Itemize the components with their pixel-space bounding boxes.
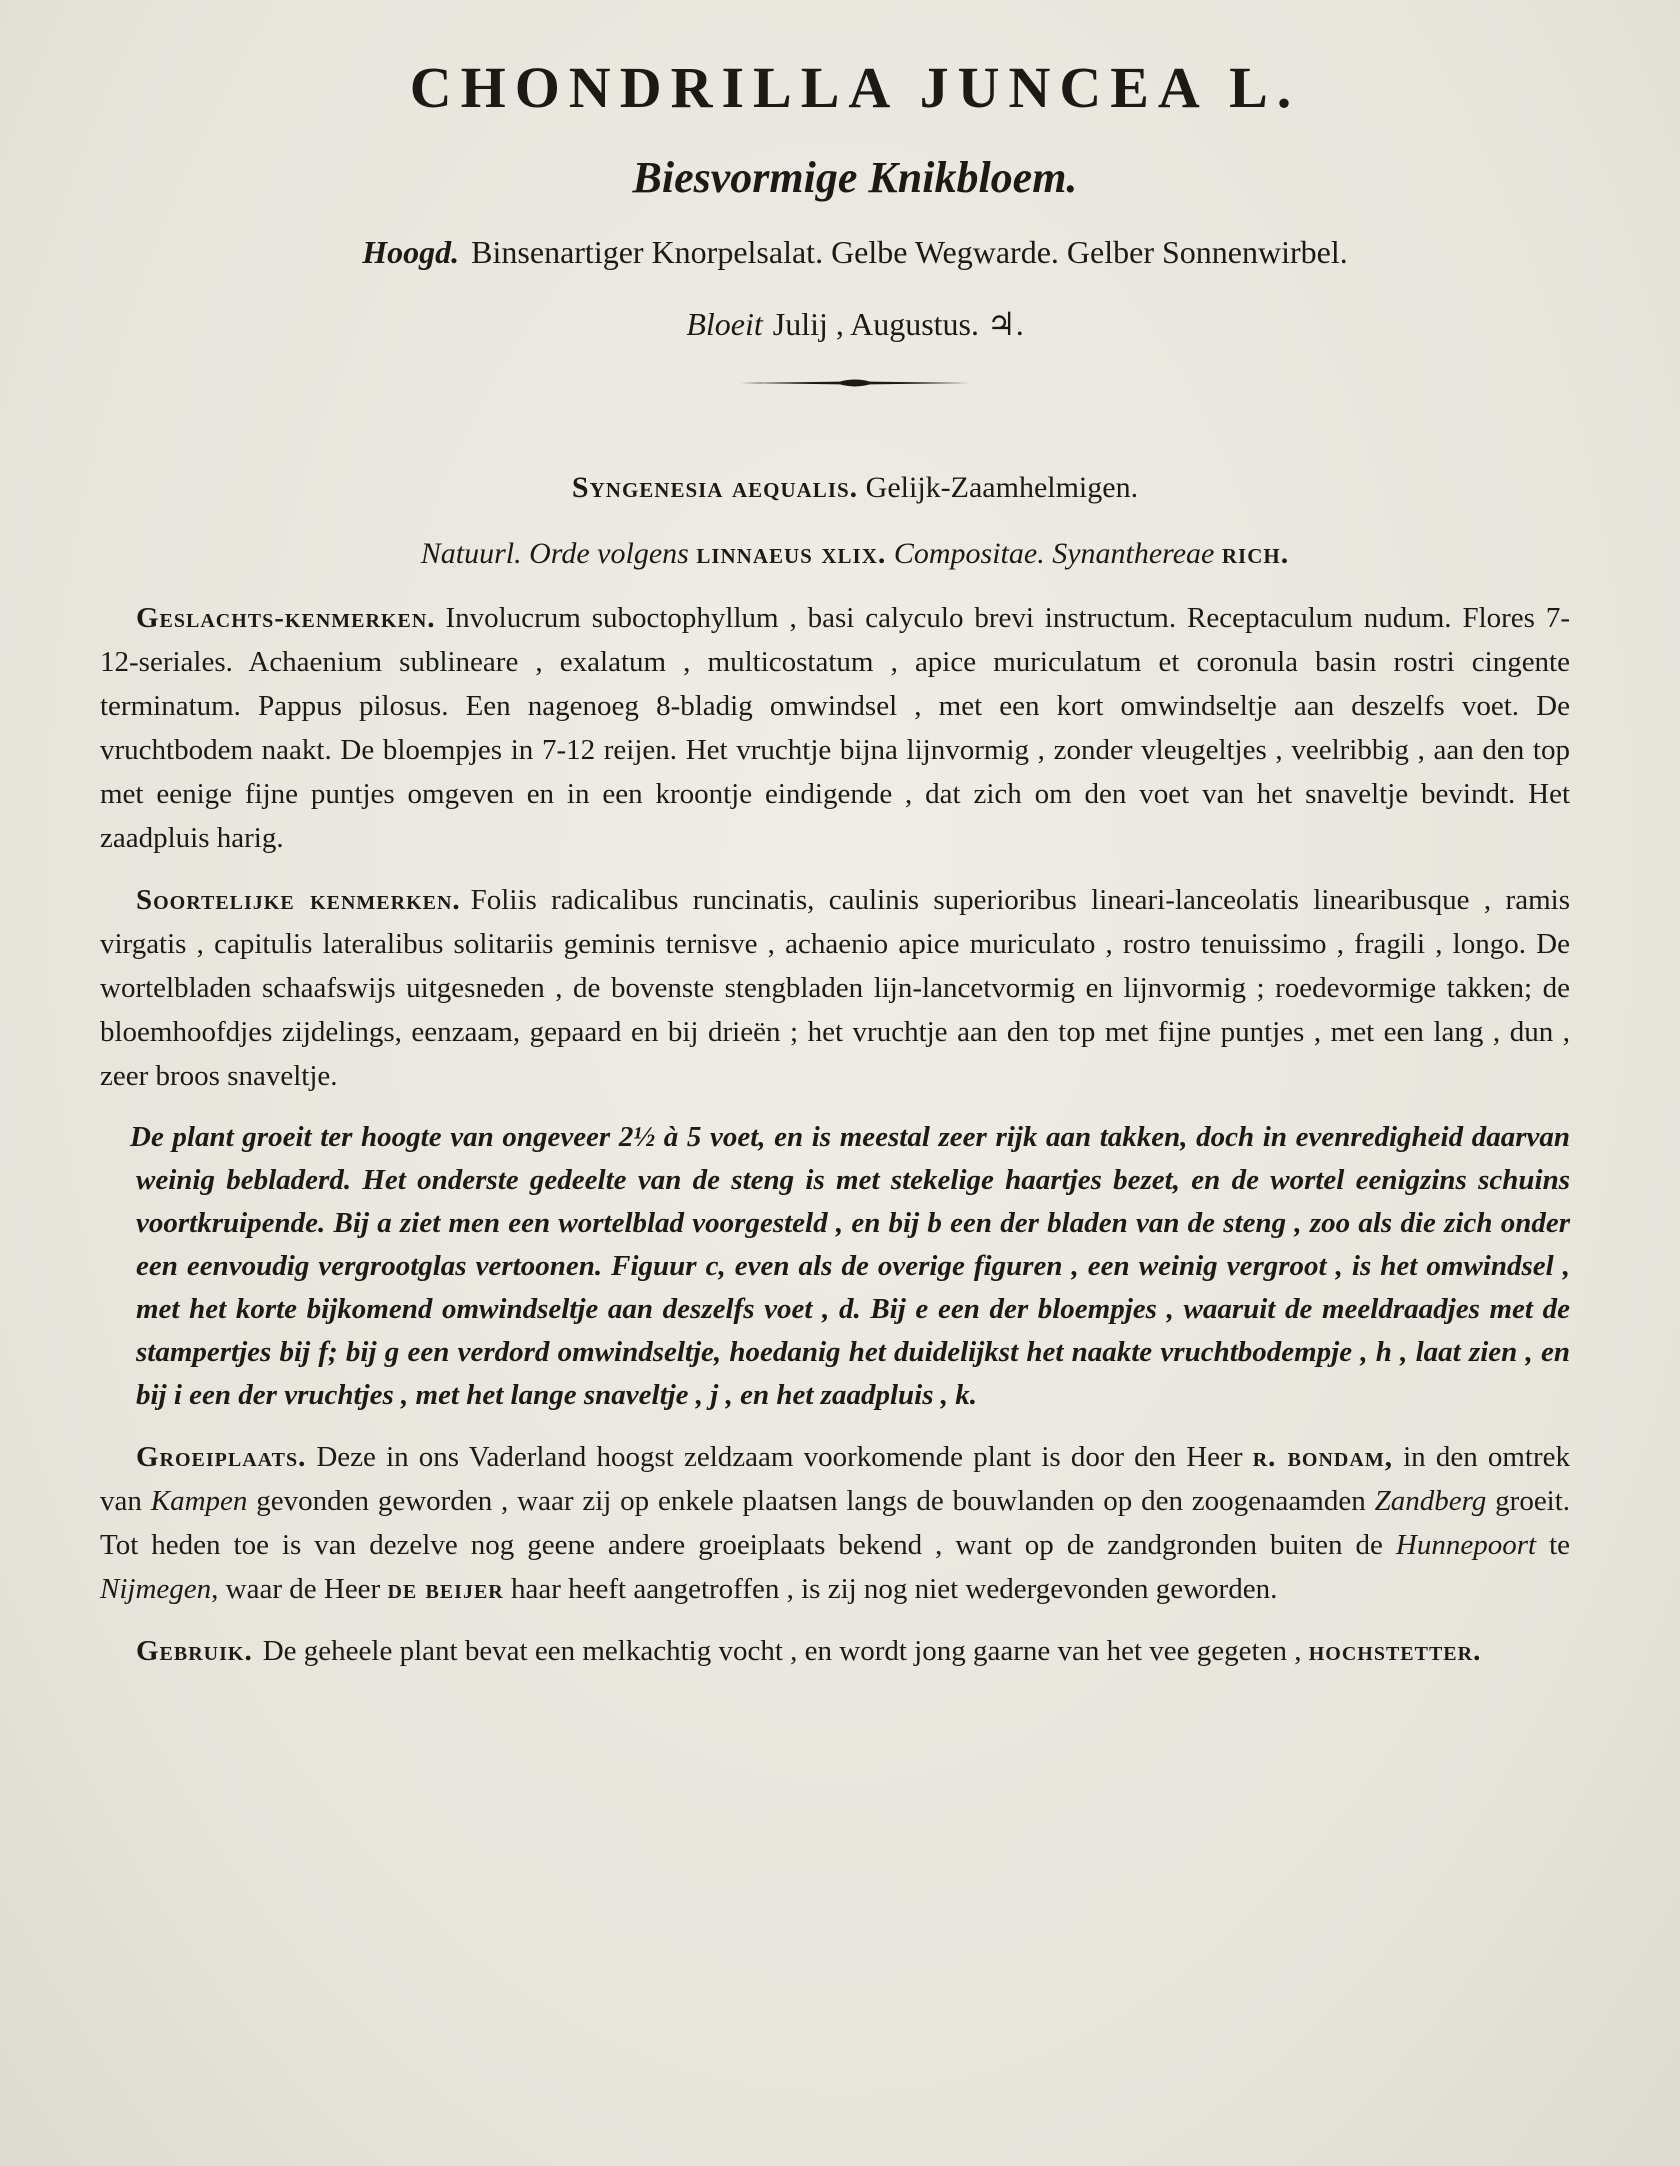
genus-characteristics — [100, 596, 1570, 860]
usage-heading: Gebruik. — [136, 1635, 253, 1667]
place-nijmegen: Nijmegen — [100, 1573, 212, 1605]
place-zandberg: Zandberg — [1374, 1485, 1487, 1517]
bloom-text: Julij , Augustus. ♃. — [772, 306, 1024, 342]
place-hunnepoort: Hunnepoort — [1395, 1529, 1537, 1561]
species-heading: Soortelijke kenmerken. — [136, 884, 461, 916]
order-rich: rich. — [1221, 537, 1290, 570]
collector-bondam: r. bondam, — [1252, 1441, 1393, 1473]
usage-text: De geheele plant bevat een melkachtig vocht , en wordt jong gaarne van het vee gegeten , — [262, 1635, 1302, 1667]
habitat-text-3: gevonden geworden , waar zij op enkele plaatsen langs de bouwlanden op den zoogenaamden — [256, 1485, 1366, 1517]
place-kampen: Kampen — [150, 1485, 248, 1517]
habitat-text-4: groeit. Tot heden toe is van dezelve nog geene andere groeiplaats bekend , want op de zandgronden buiten de — [100, 1485, 1571, 1561]
linnaean-class — [100, 466, 1570, 510]
order-part1: Natuurl. Orde volgens — [420, 537, 689, 570]
habitat-heading: Groeiplaats. — [136, 1441, 307, 1473]
order-part2: Compositae. Synanthereae — [893, 537, 1215, 570]
german-names-text: Binsenartiger Knorpelsalat. Gelbe Wegwarde. Gelber Sonnenwirbel. — [471, 234, 1348, 270]
order-linnaeus: linnaeus xlix. — [696, 537, 887, 570]
usage — [100, 1629, 1570, 1673]
plant-description: De plant groeit ter hoogte van ongeveer 2½ à 5 voet, en is meestal zeer rijk aan takken, doch in evenredigheid daarvan weinig bebladerd. Het onderste gedeelte van de steng is met stekelige haartjes bezet, en de wortel eenigzins schuins voortkruipende. Bij a ziet men een wortelblad voorgesteld , en bij b een der bladen van de steng , zoo als die zich onder een eenvoudig vergrootglas vertoonen. Figuur c, even als de overige figuren , een weinig vergroot , is het omwindsel , met het korte bijkomend omwindseltje aan deszelfs voet , d. Bij e een der bloempjes , waaruit de meeldraadjes met de stampertjes bij f; bij g een verdord omwindseltje, hoedanig het duidelijkst het naakte vruchtbodempje , h , laat zien , en bij i een der vruchtjes , met het lange snaveltje , j , en het zaadpluis , k. — [130, 1121, 1570, 1411]
class-dutch: Gelijk-Zaamhelmigen. — [865, 471, 1139, 504]
genus-heading: Geslachts-kenmerken. — [136, 602, 436, 634]
divider-line-icon — [740, 376, 970, 390]
species-characteristics — [100, 878, 1570, 1098]
habitat-text-2: in den omtrek van — [100, 1441, 1571, 1517]
bloom-period — [100, 302, 1570, 346]
source-hochstetter: hochstetter. — [1308, 1635, 1482, 1667]
genus-text: Involucrum suboctophyllum , basi calyculo brevi instructum. Receptaculum nudum. Flores 7-12-seriales. Achaenium sublineare , exalatum , multicostatum , apice muriculatum et coronula basin rostri cingente terminatum. Pappus pilosus. Een nagenoeg 8-bladig omwindsel , met een kort omwindseltje aan deszelfs voet. De vruchtbodem naakt. De bloempjes in 7-12 reijen. Het vruchtje bijna lijnvormig , zonder vleugeltjes , veelribbig , aan den top met eenige fijne puntjes omgeven en in een kroontje eindigende , dat zich om den voet van het snaveltje bevindt. Het zaadpluis harig. — [100, 602, 1570, 854]
bloom-label: Bloeit — [686, 306, 763, 342]
habitat-text-1: Deze in ons Vaderland hoogst zeldzaam voorkomende plant is door den Heer — [316, 1441, 1243, 1473]
habitat-text-6: , waar de Heer — [211, 1573, 381, 1605]
collector-de-beijer: de beijer — [387, 1573, 504, 1605]
dutch-name: Biesvormige Knikbloem. — [632, 153, 1078, 202]
habitat-text-7: haar heeft aangetroffen , is zij nog niet wedergevonden geworden. — [511, 1573, 1278, 1605]
class-latin: Syngenesia aequalis. — [571, 471, 859, 504]
page-title: CHONDRILLA JUNCEA L. — [409, 55, 1301, 120]
habitat-text-5: te — [1549, 1529, 1570, 1561]
natural-order — [100, 532, 1570, 576]
species-text: Foliis radicalibus runcinatis, caulinis superioribus lineari-lanceolatis linearibusque , ramis virgatis , capitulis lateralibus solitariis geminis ternisve , achaenio apice muriculato , rostro tenuissimo , fragili , longo. De wortelbladen schaafswijs uitgesneden , de bovenste stengbladen lijn-lancetvormig en lijnvormig ; roedevormige takken; de bloemhoofdjes zijdelings, eenzaam, gepaard en bij drieën ; het vruchtje aan den top met fijne puntjes , met een lang , dun , zeer broos snaveltje. — [100, 884, 1570, 1092]
ornamental-divider — [100, 376, 1570, 396]
habitat — [100, 1435, 1570, 1611]
german-label: Hoogd. — [362, 234, 460, 270]
german-names — [100, 230, 1570, 274]
